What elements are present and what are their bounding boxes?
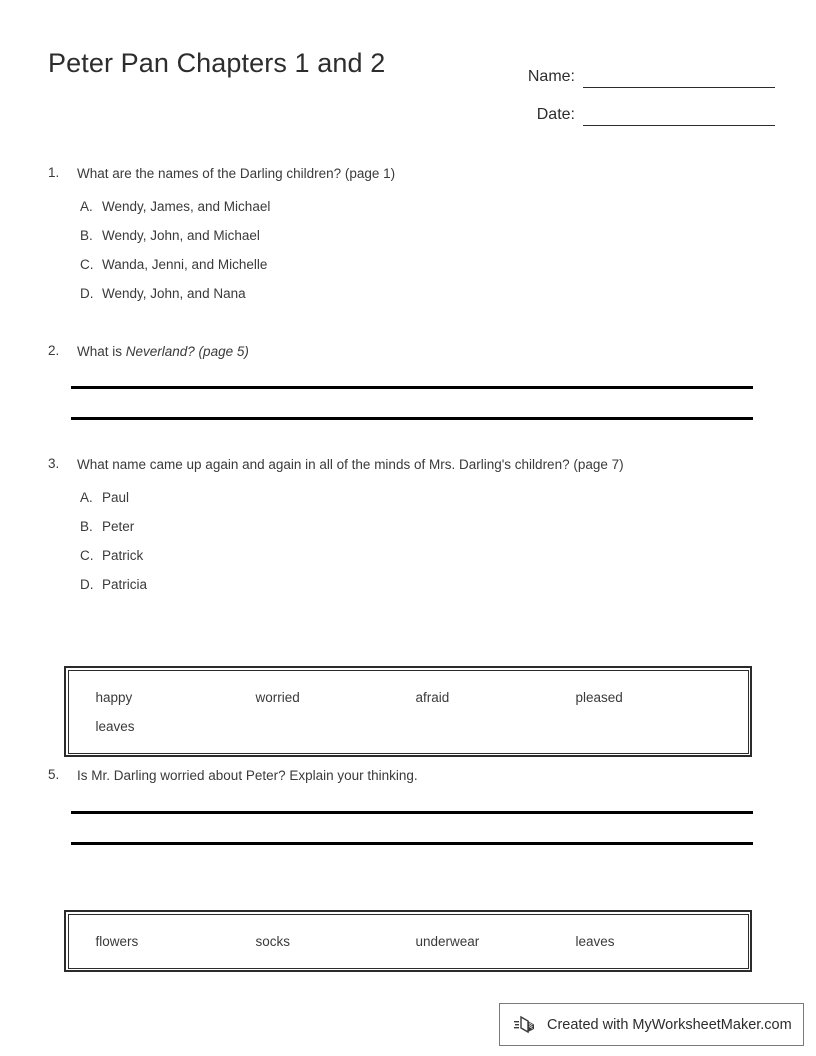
- choice-letter: C.: [80, 257, 94, 272]
- word-bank-word[interactable]: pleased: [575, 689, 623, 705]
- question-2: [0, 343, 816, 361]
- date-field-row: [505, 88, 775, 126]
- answer-line-gap: [71, 389, 753, 417]
- choice-text: Wendy, John, and Michael: [102, 228, 260, 243]
- word-bank-word[interactable]: happy: [95, 689, 133, 705]
- word-bank-word[interactable]: leaves: [95, 718, 135, 734]
- choice-text: Patrick: [102, 548, 144, 563]
- choice-1-b[interactable]: [0, 228, 816, 257]
- choice-letter: B.: [80, 519, 93, 534]
- question-5-answer-area[interactable]: [71, 811, 753, 845]
- question-5-prompt: [0, 767, 816, 785]
- answer-line[interactable]: [71, 842, 753, 845]
- created-with-badge[interactable]: [499, 1003, 804, 1046]
- choice-text: Peter: [102, 519, 135, 534]
- name-field-row: [505, 50, 775, 88]
- word-bank-word[interactable]: leaves: [575, 933, 615, 949]
- word-bank-word[interactable]: flowers: [95, 933, 139, 949]
- date-input[interactable]: [583, 105, 775, 126]
- answer-line[interactable]: [71, 417, 753, 420]
- choice-3-c[interactable]: [0, 548, 816, 577]
- question-1-prompt: [0, 165, 816, 183]
- choice-text: Wanda, Jenni, and Michelle: [102, 257, 268, 272]
- question-3-choices: [0, 490, 816, 606]
- word-bank-word[interactable]: afraid: [415, 689, 450, 705]
- question-5-text: Is Mr. Darling worried about Peter? Explain your thinking.: [77, 768, 418, 783]
- choice-letter: A.: [80, 490, 93, 505]
- question-3-prompt: [0, 456, 816, 474]
- word-bank-row: [69, 712, 748, 741]
- choice-letter: C.: [80, 548, 94, 563]
- choice-letter: A.: [80, 199, 93, 214]
- question-2-prompt: [0, 343, 816, 361]
- page-title: Peter Pan Chapters 1 and 2: [48, 48, 386, 78]
- choice-3-b[interactable]: [0, 519, 816, 548]
- question-2-text: [77, 343, 816, 361]
- word-bank-2-inner: [68, 914, 749, 969]
- choice-letter: B.: [80, 228, 93, 243]
- choice-text: Patricia: [102, 577, 148, 592]
- worksheet-header: [0, 44, 816, 124]
- question-2-number: 2.: [48, 343, 60, 358]
- word-bank-word[interactable]: worried: [255, 689, 300, 705]
- choice-3-d[interactable]: [0, 577, 816, 606]
- word-bank-row: [69, 683, 748, 712]
- question-2-text-italic: Neverland? (page 5): [125, 344, 249, 359]
- date-label: Date:: [536, 106, 575, 123]
- choice-3-a[interactable]: [0, 490, 816, 519]
- word-bank-2: [64, 910, 752, 972]
- answer-line-gap: [71, 814, 753, 842]
- question-1-choices: [0, 199, 816, 315]
- question-5: [0, 767, 816, 785]
- choice-letter: D.: [80, 577, 94, 592]
- created-with-badge-text: Created with MyWorksheetMaker.com: [547, 1016, 792, 1033]
- choice-text: Wendy, James, and Michael: [102, 199, 271, 214]
- question-2-text-plain: What is: [77, 344, 126, 359]
- worksheet-maker-logo-icon: [514, 1013, 538, 1037]
- question-3: [0, 456, 816, 606]
- question-5-number: 5.: [48, 767, 60, 782]
- question-1-number: 1.: [48, 165, 60, 180]
- question-2-answer-area[interactable]: [71, 386, 753, 420]
- question-3-number: 3.: [48, 456, 60, 471]
- choice-1-a[interactable]: [0, 199, 816, 228]
- name-date-group: [505, 50, 775, 126]
- choice-letter: D.: [80, 286, 94, 301]
- choice-text: Wendy, John, and Nana: [102, 286, 246, 301]
- choice-1-c[interactable]: [0, 257, 816, 286]
- choice-text: Paul: [102, 490, 130, 505]
- question-1-text: What are the names of the Darling children? (page 1): [77, 166, 396, 181]
- word-bank-word[interactable]: socks: [255, 933, 291, 949]
- word-bank-row: [69, 927, 748, 956]
- word-bank-1-inner: [68, 670, 749, 754]
- choice-1-d[interactable]: [0, 286, 816, 315]
- question-1: [0, 165, 816, 315]
- word-bank-word[interactable]: underwear: [415, 933, 480, 949]
- question-3-text: What name came up again and again in all of the minds of Mrs. Darling's children? (page 7): [77, 457, 624, 472]
- name-input[interactable]: [583, 67, 775, 88]
- word-bank-1: [64, 666, 752, 757]
- name-label: Name:: [527, 68, 575, 85]
